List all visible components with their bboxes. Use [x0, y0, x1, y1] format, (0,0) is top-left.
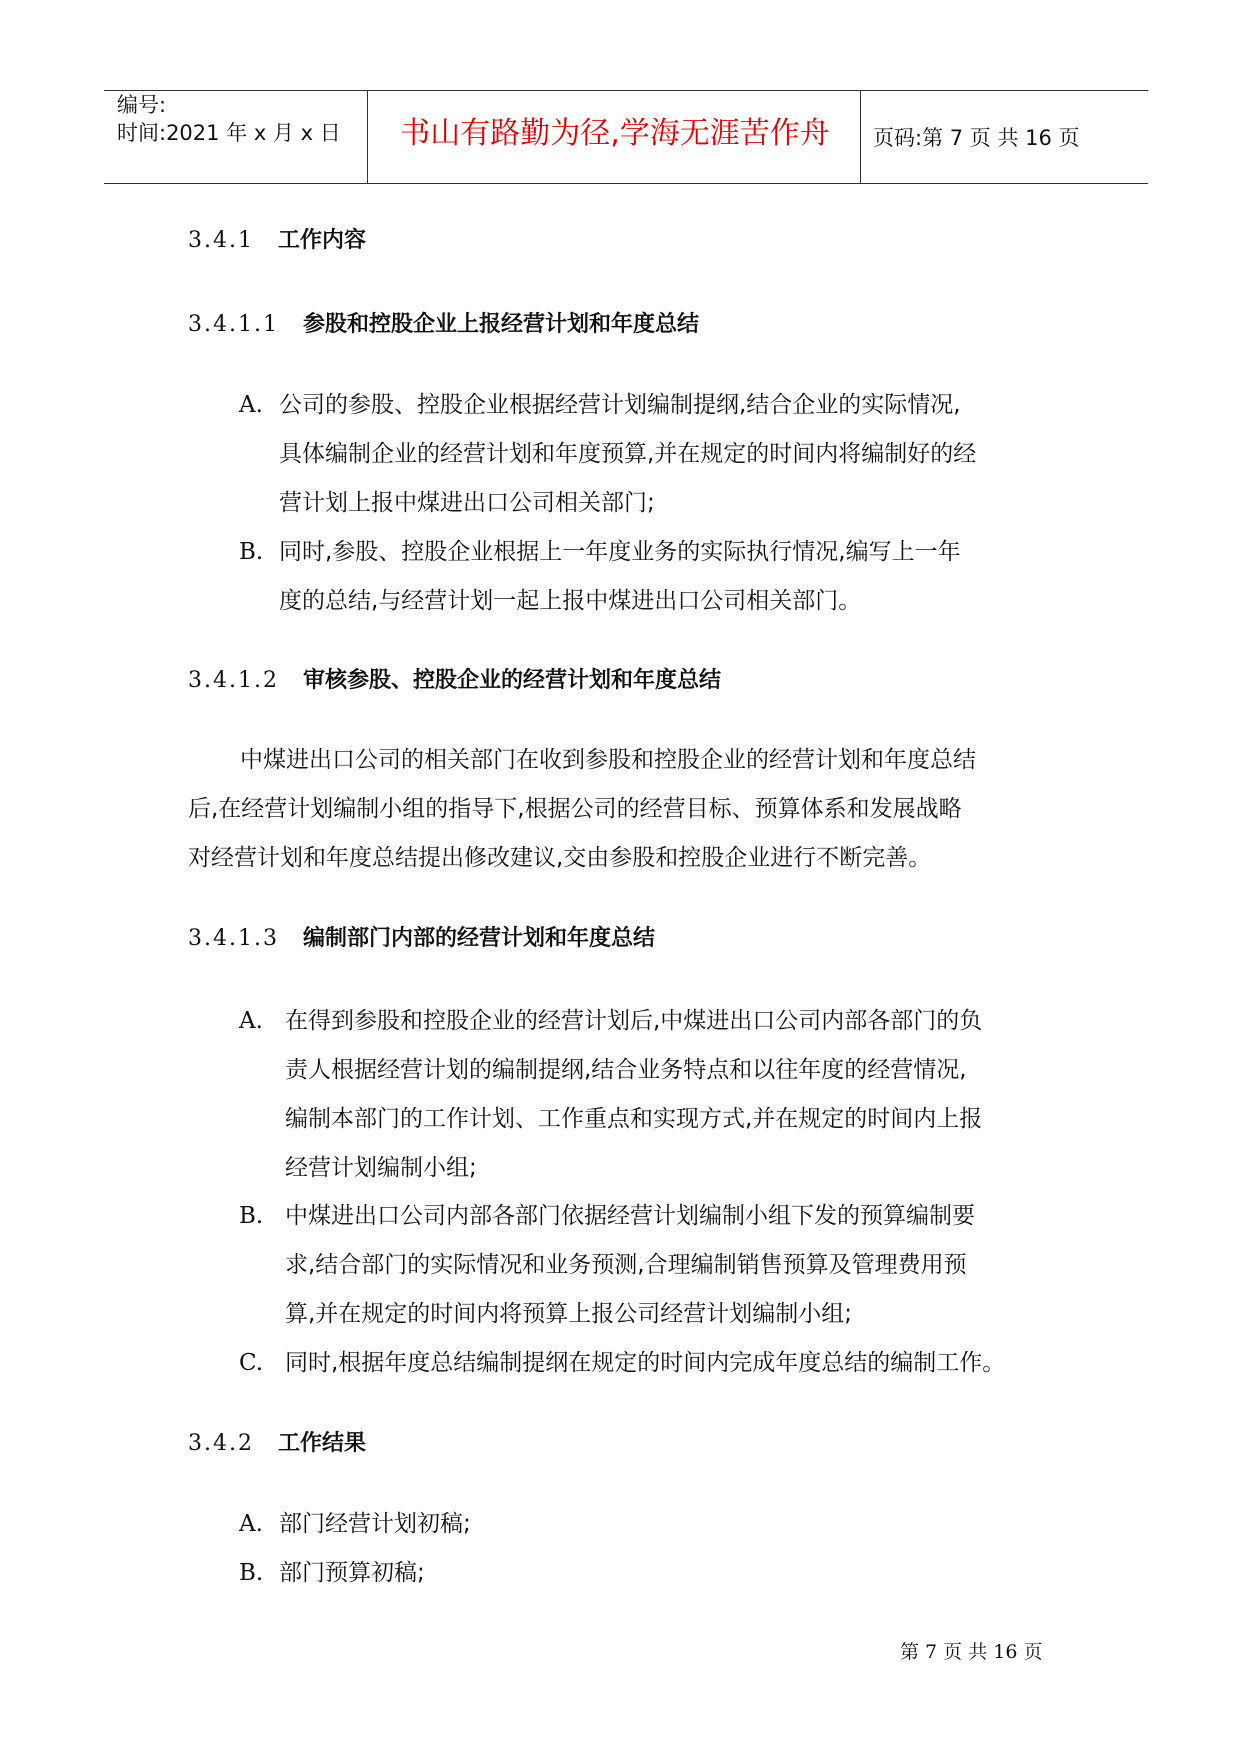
section-number: 3.4.1.2 [188, 668, 279, 693]
time-label: 时间:2021 年 x 月 x 日 [117, 121, 341, 145]
text-line: 经营计划编制小组; [285, 1155, 477, 1181]
list-marker: B. [239, 1203, 264, 1229]
page-info: 页码:第 7 页 共 16 页 [873, 126, 1080, 150]
paragraph-line: 对经营计划和年度总结提出修改建议,交由参股和控股企业进行不断完善。 [188, 845, 932, 871]
text-line: 算,并在规定的时间内将预算上报公司经营计划编制小组; [285, 1301, 853, 1327]
list-marker: A. [239, 1511, 263, 1537]
list-marker: C. [239, 1350, 264, 1376]
heading-3-4-2 [188, 1429, 366, 1459]
section-title: 审核参股、控股企业的经营计划和年度总结 [302, 668, 721, 693]
text-line: 同时,根据年度总结编制提纲在规定的时间内完成年度总结的编制工作。 [285, 1350, 1006, 1376]
list-marker: A. [239, 392, 263, 418]
text-line: 中煤进出口公司内部各部门依据经营计划编制小组下发的预算编制要 [285, 1203, 975, 1229]
text-line: 求,结合部门的实际情况和业务预测,合理编制销售预算及管理费用预 [285, 1252, 967, 1278]
heading-3-4-1 [188, 226, 366, 256]
serial-number-label: 编号: [117, 93, 167, 117]
text-line: 度的总结,与经营计划一起上报中煤进出口公司相关部门。 [279, 588, 862, 614]
text-line: 部门经营计划初稿; [279, 1511, 471, 1537]
heading-3-4-1-1 [188, 310, 699, 340]
list-marker: A. [239, 1008, 263, 1034]
text-line: 公司的参股、控股企业根据经营计划编制提纲,结合企业的实际情况, [279, 392, 961, 418]
text-line: 编制本部门的工作计划、工作重点和实现方式,并在规定的时间内上报 [285, 1106, 983, 1132]
section-number: 3.4.1 [188, 228, 254, 253]
header-top-rule [104, 90, 1148, 91]
page-footer: 第 7 页 共 16 页 [900, 1641, 1043, 1663]
text-line: 同时,参股、控股企业根据上一年度业务的实际执行情况,编写上一年 [279, 539, 961, 565]
section-title: 工作内容 [277, 228, 366, 253]
paragraph-line: 中煤进出口公司的相关部门在收到参股和控股企业的经营计划和年度总结 [240, 747, 976, 773]
section-title: 工作结果 [277, 1431, 366, 1456]
heading-3-4-1-3 [188, 924, 655, 954]
text-line: 部门预算初稿; [279, 1560, 425, 1586]
section-title: 参股和控股企业上报经营计划和年度总结 [302, 312, 699, 337]
header-divider-left [367, 90, 368, 183]
heading-3-4-1-2 [188, 666, 721, 696]
header-divider-right [860, 90, 861, 183]
text-line: 责人根据经营计划的编制提纲,结合业务特点和以往年度的经营情况, [285, 1057, 967, 1083]
section-number: 3.4.1.3 [188, 926, 279, 951]
list-marker: B. [239, 539, 264, 565]
text-line: 营计划上报中煤进出口公司相关部门; [279, 490, 655, 516]
header-bottom-rule [104, 183, 1148, 184]
text-line: 在得到参股和控股企业的经营计划后,中煤进出口公司内部各部门的负 [285, 1008, 983, 1034]
section-number: 3.4.2 [188, 1431, 254, 1456]
text-line: 具体编制企业的经营计划和年度预算,并在规定的时间内将编制好的经 [279, 441, 977, 467]
section-title: 编制部门内部的经营计划和年度总结 [302, 926, 655, 951]
paragraph-line: 后,在经营计划编制小组的指导下,根据公司的经营目标、预算体系和发展战略 [188, 796, 962, 822]
list-marker: B. [239, 1560, 264, 1586]
section-number: 3.4.1.1 [188, 312, 279, 337]
header-motto: 书山有路勤为径,学海无涯苦作舟 [400, 116, 830, 151]
